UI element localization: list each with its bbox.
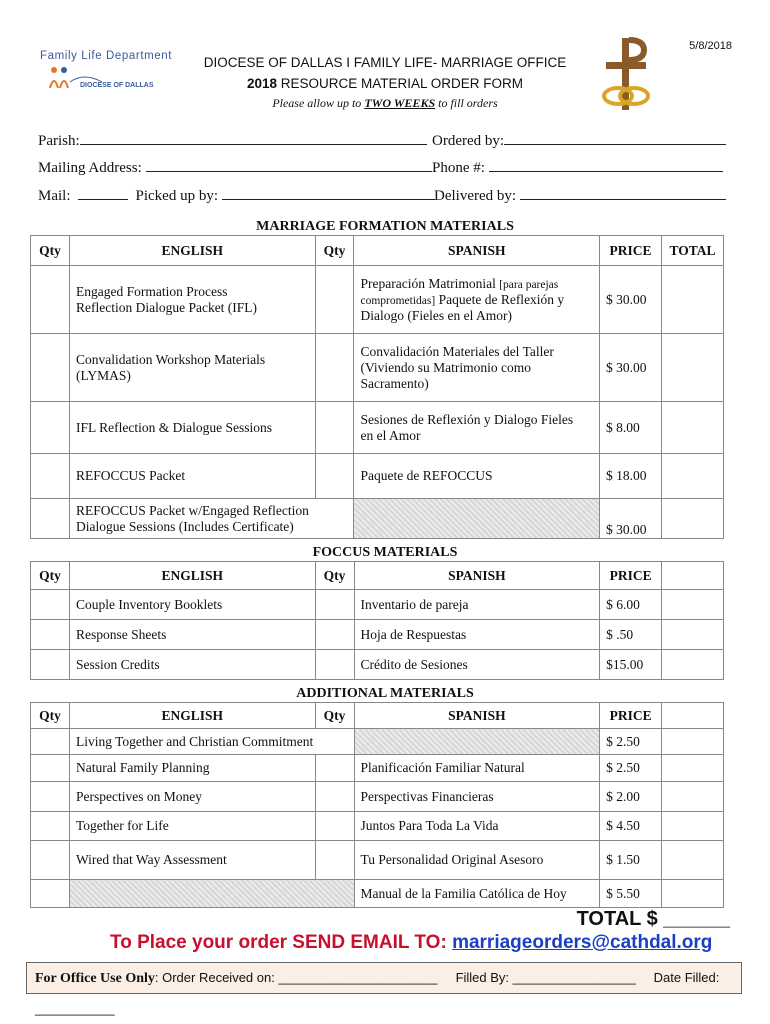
qty-cell[interactable] — [31, 729, 70, 755]
spanish-header: SPANISH — [354, 562, 600, 590]
shaded-cell — [354, 499, 600, 539]
item-price: $ 30.00 — [600, 334, 662, 402]
item-english: Living Together and Christian Commitment — [69, 729, 354, 755]
ordered-by-field — [432, 131, 726, 150]
header-title: DIOCESE OF DALLAS I FAMILY LIFE- MARRIAGE OFFICE — [203, 55, 567, 70]
table-row — [31, 620, 724, 650]
qty-header: Qty — [315, 236, 354, 266]
item-spanish: Juntos Para Toda La Vida — [354, 812, 600, 841]
picked-up-label: Picked up by: — [135, 188, 218, 204]
item-price: $ 2.00 — [600, 782, 662, 812]
ordered-by-label: Ordered by: — [432, 133, 505, 149]
qty-cell[interactable] — [315, 334, 354, 402]
delivered-label: Delivered by: — [434, 188, 517, 204]
table-row — [31, 454, 724, 499]
english-header: ENGLISH — [69, 236, 315, 266]
phone-input[interactable] — [489, 158, 723, 172]
qty-cell[interactable] — [315, 812, 354, 841]
item-price: $ 1.50 — [600, 841, 662, 880]
logo-subtitle: DIOCESE OF DALLAS — [80, 82, 154, 89]
spanish-header: SPANISH — [354, 703, 600, 729]
phone-field — [432, 158, 723, 177]
english-header: ENGLISH — [69, 703, 315, 729]
item-spanish: Tu Personalidad Original Asesoro — [354, 841, 600, 880]
mailing-field — [38, 158, 432, 177]
total-cell[interactable] — [661, 334, 723, 402]
qty-header: Qty — [31, 562, 70, 590]
qty-cell[interactable] — [31, 454, 70, 499]
qty-cell[interactable] — [315, 402, 354, 454]
table-row — [31, 402, 724, 454]
item-spanish: Planificación Familiar Natural — [354, 755, 600, 782]
table-row — [31, 499, 724, 539]
english-cell: REFOCCUS Packet — [69, 454, 315, 499]
send-email-instruction — [110, 932, 712, 954]
item-spanish: Inventario de pareja — [354, 590, 600, 620]
item-spanish: Convalidación Materiales del Taller — [360, 343, 554, 359]
item-english: Wired that Way Assessment — [69, 841, 315, 880]
table-row — [31, 590, 724, 620]
item-english: Couple Inventory Booklets — [69, 590, 315, 620]
note-emphasis: TWO WEEKS — [364, 96, 436, 110]
price-header: PRICE — [600, 236, 662, 266]
item-price: $ 18.00 — [600, 454, 662, 499]
picked-up-input[interactable] — [222, 186, 435, 200]
shaded-cell — [69, 880, 354, 908]
qty-header: Qty — [31, 703, 70, 729]
english-cell — [69, 499, 354, 539]
item-spanish: Dialogo (Fieles en el Amor) — [360, 307, 512, 323]
item-english: Perspectives on Money — [69, 782, 315, 812]
spanish-header: SPANISH — [354, 236, 600, 266]
item-english: Engaged Formation Process — [75, 283, 228, 299]
item-spanish: Hoja de Respuestas — [354, 620, 600, 650]
header-note — [200, 96, 570, 111]
table-row — [31, 650, 724, 680]
additional-table — [30, 702, 724, 908]
item-price: $ 8.00 — [600, 402, 662, 454]
qty-header: Qty — [315, 562, 354, 590]
qty-cell[interactable] — [31, 755, 70, 782]
ordered-by-input[interactable] — [504, 131, 726, 145]
item-english: Response Sheets — [69, 620, 315, 650]
header-subtitle-text: RESOURCE MATERIAL ORDER FORM — [280, 76, 524, 91]
item-english: Natural Family Planning — [69, 755, 315, 782]
qty-cell[interactable] — [315, 266, 354, 334]
office-use-box — [26, 962, 742, 1016]
item-price: $ .50 — [600, 620, 662, 650]
total-header: TOTAL — [661, 236, 723, 266]
total-cell[interactable] — [662, 755, 724, 782]
parish-label: Parish: — [38, 133, 80, 149]
qty-header: Qty — [315, 703, 354, 729]
chi-rho-cross-icon — [598, 34, 654, 114]
item-price: $15.00 — [600, 650, 662, 680]
qty-cell[interactable] — [31, 812, 70, 841]
total-cell[interactable] — [662, 703, 724, 729]
qty-header: Qty — [31, 236, 70, 266]
qty-cell[interactable] — [31, 590, 70, 620]
spanish-cell — [354, 334, 600, 402]
english-cell: IFL Reflection & Dialogue Sessions — [69, 402, 315, 454]
shaded-cell — [354, 729, 600, 755]
note-post: to fill orders — [435, 96, 498, 110]
qty-cell[interactable] — [315, 755, 354, 782]
send-text: To Place your order SEND EMAIL TO: — [110, 932, 453, 953]
table-row — [31, 782, 724, 812]
total-cell[interactable] — [662, 782, 724, 812]
qty-cell[interactable] — [31, 620, 70, 650]
delivered-field — [434, 186, 726, 205]
item-spanish: Manual de la Familia Católica de Hoy — [354, 880, 600, 908]
item-english: REFOCCUS Packet w/Engaged Reflection — [75, 502, 309, 518]
item-price: $ 5.50 — [600, 880, 662, 908]
item-price: $ 4.50 — [600, 812, 662, 841]
qty-cell[interactable] — [315, 620, 354, 650]
email-link[interactable]: marriageorders@cathdal.org — [452, 932, 713, 953]
item-english: Dialogue Sessions (Includes Certificate) — [75, 518, 294, 534]
marriage-table — [30, 235, 724, 539]
logo-figures-icon — [44, 64, 104, 90]
table-header-row — [31, 703, 724, 729]
total-cell[interactable] — [661, 266, 723, 334]
total-cell[interactable] — [662, 620, 724, 650]
grand-total[interactable]: TOTAL $ ______ — [576, 908, 730, 930]
qty-cell[interactable] — [31, 266, 70, 334]
item-spanish: Sacramento) — [360, 375, 429, 391]
qty-cell[interactable] — [315, 454, 354, 499]
marriage-section-title: MARRIAGE FORMATION MATERIALS — [256, 219, 514, 234]
date-filled-field[interactable]: Date Filled: ___________ — [35, 970, 720, 1016]
additional-section-title: ADDITIONAL MATERIALS — [296, 686, 474, 701]
item-price: $ 6.00 — [600, 590, 662, 620]
price-header: PRICE — [600, 703, 662, 729]
item-spanish: Preparación Matrimonial — [360, 275, 496, 291]
table-row — [31, 755, 724, 782]
filled-by-field[interactable]: Filled By: _________________ — [455, 970, 636, 985]
table-row — [31, 729, 724, 755]
item-spanish: Sesiones de Reflexión y Dialogo Fieles — [360, 411, 574, 427]
spanish-cell — [354, 266, 600, 334]
spanish-cell: Paquete de REFOCCUS — [354, 454, 600, 499]
mail-input[interactable] — [78, 186, 128, 200]
qty-cell[interactable] — [315, 650, 354, 680]
total-cell[interactable] — [662, 812, 724, 841]
mailing-input[interactable] — [146, 158, 432, 172]
phone-label: Phone #: — [432, 160, 485, 176]
item-english: Reflection Dialogue Packet (IFL) — [75, 299, 258, 315]
total-cell[interactable] — [661, 499, 723, 539]
spanish-cell — [354, 402, 600, 454]
item-spanish-note: [para parejas — [499, 278, 559, 291]
family-life-logo — [40, 50, 190, 102]
table-row — [31, 880, 724, 908]
item-spanish: en el Amor — [360, 427, 421, 443]
parish-field — [38, 131, 427, 150]
order-received-field[interactable]: : Order Received on: ______________________ — [154, 970, 438, 985]
table-header-row — [31, 562, 724, 590]
price-header: PRICE — [600, 562, 662, 590]
item-english: (LYMAS) — [75, 367, 131, 383]
item-spanish: Crédito de Sesiones — [354, 650, 600, 680]
qty-cell[interactable] — [31, 499, 70, 539]
table-row — [31, 334, 724, 402]
item-price: $ 2.50 — [600, 729, 662, 755]
logo-title: Family Life Department — [40, 50, 173, 62]
header-year: 2018 — [246, 76, 277, 91]
total-cell[interactable] — [662, 590, 724, 620]
total-cell[interactable] — [662, 841, 724, 880]
qty-cell[interactable] — [31, 650, 70, 680]
item-english: Together for Life — [69, 812, 315, 841]
qty-cell[interactable] — [315, 841, 354, 880]
item-price: $ 30.00 — [600, 499, 662, 539]
total-cell[interactable] — [662, 729, 724, 755]
english-cell — [69, 266, 315, 334]
item-price: $ 30.00 — [600, 266, 662, 334]
total-cell[interactable] — [662, 562, 724, 590]
parish-input[interactable] — [80, 131, 427, 145]
item-spanish: Perspectivas Financieras — [354, 782, 600, 812]
mail-label: Mail: — [38, 188, 71, 204]
item-english: Convalidation Workshop Materials — [75, 351, 266, 367]
qty-cell[interactable] — [31, 334, 70, 402]
mail-field — [38, 186, 435, 205]
mailing-label: Mailing Address: — [38, 160, 142, 176]
qty-cell[interactable] — [31, 880, 70, 908]
delivered-input[interactable] — [520, 186, 726, 200]
item-spanish: Paquete de Reflexión y — [438, 291, 565, 307]
table-row — [31, 812, 724, 841]
table-header-row — [31, 236, 724, 266]
header-subtitle — [200, 76, 570, 91]
qty-cell[interactable] — [315, 782, 354, 812]
total-cell[interactable] — [661, 402, 723, 454]
foccus-section-title: FOCCUS MATERIALS — [312, 545, 458, 560]
qty-cell[interactable] — [31, 402, 70, 454]
item-spanish-note: comprometidas] — [360, 294, 436, 307]
table-row — [31, 266, 724, 334]
qty-cell[interactable] — [315, 590, 354, 620]
english-cell — [69, 334, 315, 402]
total-cell[interactable] — [661, 454, 723, 499]
item-spanish: (Viviendo su Matrimonio como — [360, 359, 532, 375]
item-price: $ 2.50 — [600, 755, 662, 782]
total-cell[interactable] — [662, 650, 724, 680]
qty-cell[interactable] — [31, 841, 70, 880]
qty-cell[interactable] — [31, 782, 70, 812]
table-row — [31, 841, 724, 880]
english-header: ENGLISH — [69, 562, 315, 590]
total-cell[interactable] — [662, 880, 724, 908]
foccus-table — [30, 561, 724, 680]
note-pre: Please allow up to — [272, 96, 365, 110]
form-date: 5/8/2018 — [689, 40, 732, 52]
office-label: For Office Use Only — [35, 971, 155, 986]
item-english: Session Credits — [69, 650, 315, 680]
